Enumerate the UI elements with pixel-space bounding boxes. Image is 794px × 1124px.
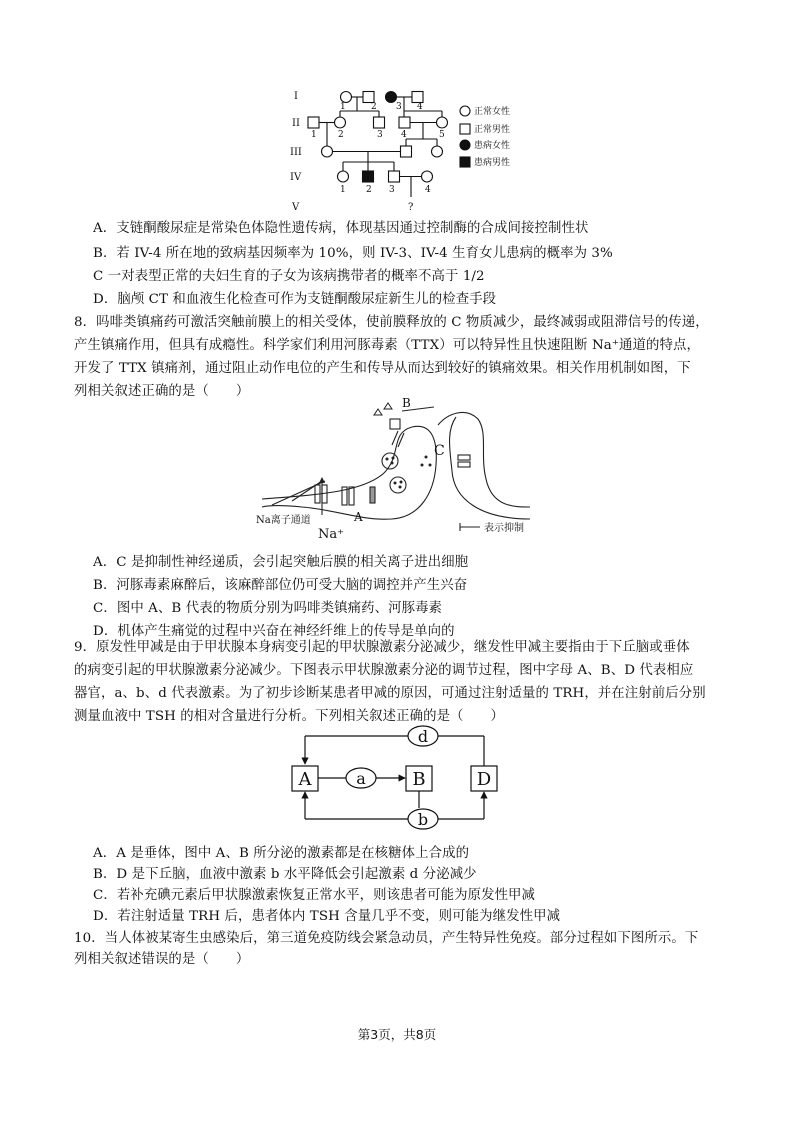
individual-number: 3	[396, 102, 402, 112]
legend-affected-female: 患病女性	[474, 141, 511, 151]
hormone-d: d	[417, 727, 429, 746]
organ-d: D	[476, 769, 492, 790]
q9-option-b: B．D 是下丘脑，血液中激素 b 水平降低会引起激素 d 分泌减少	[93, 867, 477, 882]
gen-label: IV	[290, 172, 302, 183]
individual-number: 4	[425, 185, 431, 195]
synapse-label-a: A	[354, 510, 363, 524]
synapse-label-b: B	[402, 396, 411, 410]
question-mark: ?	[408, 202, 414, 213]
individual-number: 1	[311, 130, 317, 140]
q8-option-a: A．C 是抑制性神经递质，会引起突触后膜的相关离子进出细胞	[93, 555, 469, 570]
q7-option-a: A．支链酮酸尿症是常染色体隐性遗传病，体现基因通过控制酶的合成间接控制性状	[93, 221, 589, 236]
q7-option-d: D．脑颅 CT 和血液生化检查可作为支链酮酸尿症新生儿的检查手段	[93, 292, 497, 307]
q7-option-b: B．若 IV-4 所在地的致病基因频率为 10%，则 IV-3、IV-4 生育女儿患病的概率为 3%	[93, 246, 613, 261]
page-footer: 第3页，共8页	[357, 1027, 437, 1042]
q9-option-d: D．若注射适量 TRH 后，患者体内 TSH 含量几乎不变，则可能为继发性甲减	[93, 909, 561, 924]
individual-number: 2	[371, 102, 377, 112]
q9-stem-line: 测量血液中 TSH 的相对含量进行分析。下列相关叙述正确的是（ ）	[74, 709, 505, 724]
individual-number: 1	[340, 185, 346, 195]
individual-number: 2	[338, 130, 344, 140]
legend-normal-male: 正常男性	[474, 125, 511, 135]
gen-label: I	[294, 91, 298, 102]
organ-b: B	[412, 769, 426, 790]
legend-affected-male: 患病男性	[474, 158, 511, 168]
q8-stem-line: 产生镇痛作用，但具有成瘾性。科学家们利用河豚毒素（TTX）可以特异性且快速阻断 Na⁺通道的特点，	[74, 338, 700, 353]
individual-number: 4	[417, 102, 423, 112]
q9-option-c: C．若补充碘元素后甲状腺激素恢复正常水平，则该患者可能为原发性甲减	[93, 888, 536, 903]
individual-number: 3	[377, 130, 383, 140]
individual-number: 4	[401, 130, 407, 140]
individual-number: 2	[366, 185, 372, 195]
q9-stem-line: 的病变引起的甲状腺激素分泌减少。下图表示甲状腺激素分泌的调节过程，图中字母 A、B、D 代表相应	[74, 663, 694, 678]
q10-stem-line: 10．当人体被某寄生虫感染后，第三道免疫防线会紧急动员，产生特异性免疫。部分过程如下图所示。下	[74, 931, 699, 946]
gen-label: III	[290, 147, 302, 158]
channel-label: Na离子通道	[256, 515, 311, 526]
gen-label: V	[292, 202, 300, 213]
q8-option-c: C．图中 A、B 代表的物质分别为吗啡类镇痛药、河豚毒素	[93, 601, 443, 616]
synapse-label-c: C	[434, 443, 445, 459]
q8-option-d: D．机体产生痛觉的过程中兴奋在神经纤维上的传导是单向的	[93, 624, 455, 639]
synapse-diagram	[252, 395, 572, 545]
q10-stem-line: 列相关叙述错误的是（ ）	[74, 952, 250, 967]
legend-normal-female: 正常女性	[474, 107, 511, 117]
individual-number: 1	[340, 102, 346, 112]
q7-option-c: C 一对表型正常的夫妇生育的子女为该病携带者的概率不高于 1/2	[93, 269, 485, 284]
organ-a: A	[298, 769, 312, 790]
q8-stem-line: 列相关叙述正确的是（ ）	[74, 384, 250, 399]
hormone-b: b	[417, 810, 429, 829]
individual-number: 3	[389, 185, 395, 195]
q8-stem-line: 8．吗啡类镇痛药可激活突触前膜上的相关受体，使前膜释放的 C 物质减少，最终减弱或阻滞信号的传递，	[74, 315, 709, 330]
q9-stem-line: 器官，a、b、d 代表激素。为了初步诊断某患者甲减的原因，可通过注射适量的 TRH，并在注射前后分别	[74, 686, 706, 701]
q8-option-b: B．河豚毒素麻醉后，该麻醉部位仍可受大脑的调控并产生兴奋	[93, 578, 468, 593]
individual-number: 5	[439, 130, 445, 140]
inhibit-legend-label: 表示抑制	[484, 523, 524, 534]
pedigree-chart	[280, 84, 550, 219]
gen-label: II	[292, 118, 300, 129]
q9-option-a: A．A 是垂体，图中 A、B 所分泌的激素都是在核糖体上合成的	[93, 846, 470, 861]
hormone-regulation-diagram	[288, 722, 502, 834]
hormone-a: a	[356, 769, 366, 788]
q8-stem-line: 开发了 TTX 镇痛剂，通过阻止动作电位的产生和传导从而达到较好的镇痛效果。相关作用机制如图，下	[74, 361, 691, 376]
q9-stem-line: 9．原发性甲减是由于甲状腺本身病变引起的甲状腺激素分泌减少，继发性甲减主要指由于下丘脑或垂体	[74, 640, 690, 655]
na-ion-label: Na⁺	[318, 527, 344, 542]
